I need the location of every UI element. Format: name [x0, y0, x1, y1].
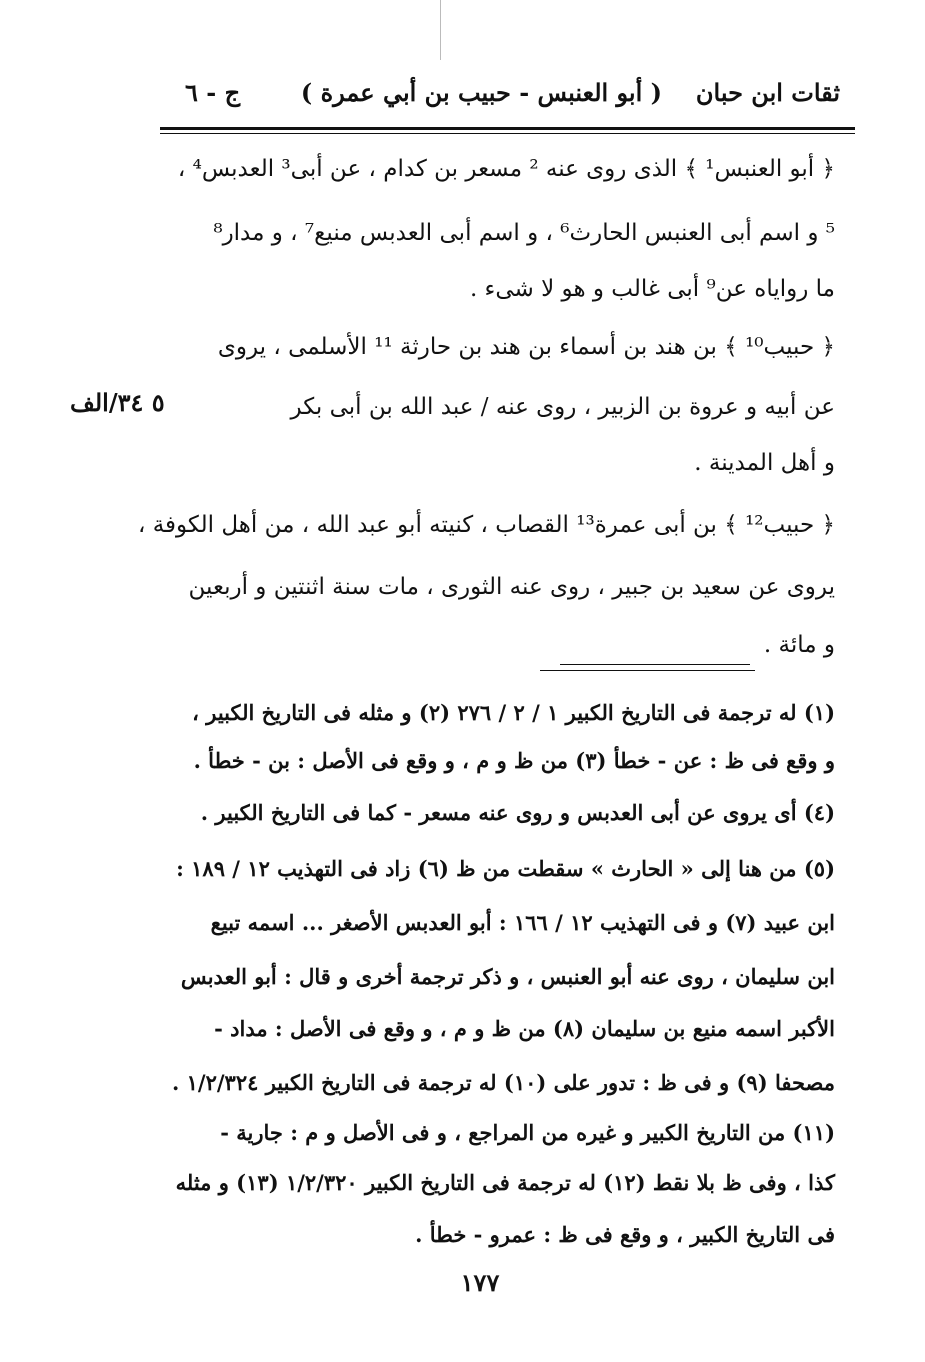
header-book-title: ثقات ابن حبان: [695, 78, 840, 107]
entry-line: ﴿ حبيب¹² ﴾ بن أبى عمرة¹³ القصاب ، كنيته أبو عبد الله ، من أهل الكوفة ،: [137, 512, 835, 538]
footnote-line: كذا ، وفى ظ بلا نقط (١٢) له ترجمة فى التاريخ الكبير ١/٢/٣٢٠ (١٣) و مثله: [175, 1170, 835, 1195]
footnote-separator: [560, 664, 750, 665]
footnote-line: ابن سليمان ، روى عنه أبو العنبس ، و ذكر ترجمة أخرى و قال : أبو العدبس: [180, 964, 835, 989]
header-rule-thin: [160, 133, 855, 134]
entry-line: يروى عن سعيد بن جبير ، روى عنه الثورى ، مات سنة اثنتين و أربعين: [188, 574, 835, 600]
footnote-separator: [540, 670, 755, 671]
footnote-line: ابن عبيد (٧) و فى التهذيب ١٢ / ١٦٦ : أبو العدبس الأصغر ... اسمه تبيع: [210, 910, 835, 935]
page-number: ١٧٧: [460, 1268, 500, 1297]
header-entry-range: ( أبو العنبس - حبيب بن أبي عمرة ): [300, 78, 662, 107]
header-rule: [160, 127, 855, 130]
footnote-line: (٥) من هنا إلى « الحارث » سقطت من ظ (٦) زاد فى التهذيب ١٢ / ١٨٩ :: [176, 856, 835, 881]
header-volume: ج - ٦: [185, 78, 241, 107]
entry-line: و مائة .: [763, 632, 835, 658]
entry-line: ⁵ و اسم أبى العنبس الحارث⁶ ، و اسم أبى العدبس منيع⁷ ، و مدار⁸: [213, 220, 835, 246]
footnote-line: و وقع فى ظ : عن - خطأ (٣) من ظ و م ، و وقع فى الأصل : بن - خطأ .: [193, 748, 835, 773]
entry-line: عن أبيه و عروة بن الزبير ، روى عنه / عبد الله بن أبى بكر: [290, 394, 835, 420]
footnote-line: فى التاريخ الكبير ، و وقع فى ظ : عمرو - خطأ .: [415, 1222, 835, 1247]
manuscript-folio-marker: ٥ ٣٤/الف: [70, 388, 165, 417]
footnote-line: الأكبر اسمه منيع بن سليمان (٨) من ظ و م ، و وقع فى الأصل : مداد -: [214, 1016, 835, 1041]
entry-line: ﴿ أبو العنبس¹ ﴾ الذى روى عنه ² مسعر بن كدام ، عن أبى³ العدبس⁴ ،: [177, 156, 835, 182]
entry-line: ﴿ حبيب¹⁰ ﴾ بن هند بن أسماء بن هند بن حارثة ¹¹ الأسلمى ، يروى: [217, 334, 835, 360]
footnote-line: مصحفا (٩) و فى ظ : تدور على (١٠) له ترجمة فى التاريخ الكبير ١/٢/٣٢٤ .: [172, 1070, 835, 1095]
running-header: [185, 78, 840, 120]
entry-line: و أهل المدينة .: [694, 450, 835, 476]
footnote-line: (١١) من التاريخ الكبير و غيره من المراجع ، و فى الأصل و م : جارية -: [220, 1120, 835, 1145]
footnote-line: (١) له ترجمة فى التاريخ الكبير ١ / ٢ / ٢٧٦ (٢) و مثله فى التاريخ الكبير ،: [192, 700, 835, 725]
crop-mark: [440, 0, 441, 60]
entry-line: ما رواياه عن⁹ أبى غالب و هو لا شىء .: [469, 276, 835, 302]
footnote-line: (٤) أى يروى عن أبى العدبس و روى عنه مسعر - كما فى التاريخ الكبير .: [200, 800, 835, 825]
